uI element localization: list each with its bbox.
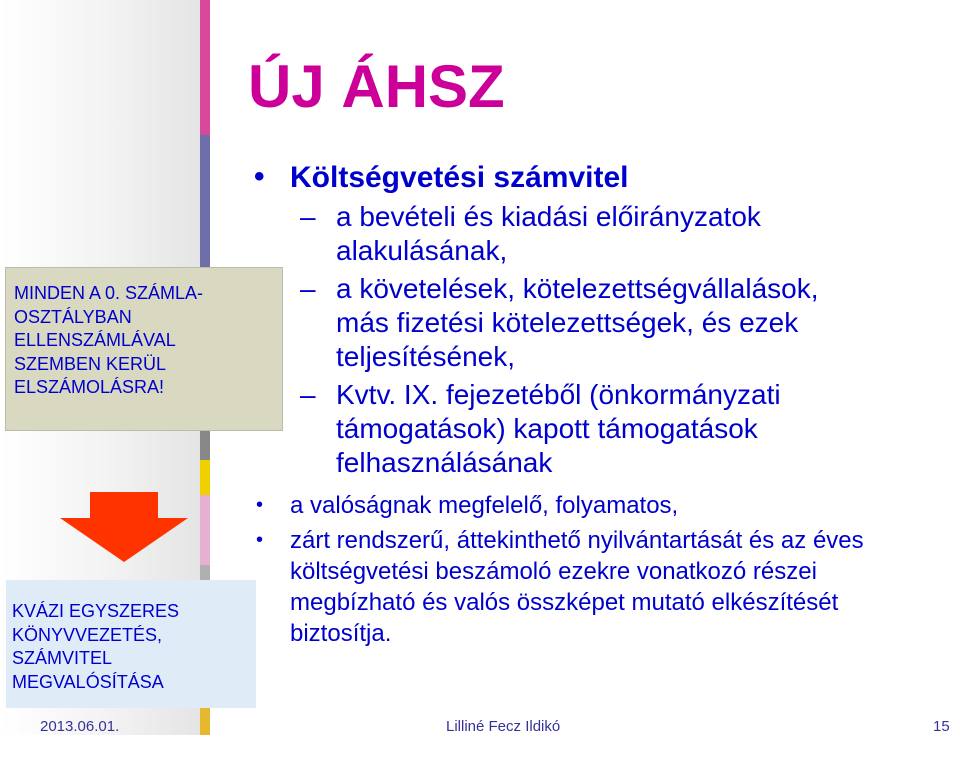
single-entry-bookkeeping-box (6, 580, 256, 708)
note-line: ELSZÁMOLÁSRA! (14, 377, 165, 397)
down-arrow-icon (58, 492, 190, 564)
sub-item-line: támogatások) kapott támogatások (336, 413, 758, 444)
note-line: MINDEN A 0. SZÁMLA- (14, 283, 204, 303)
note-line: SZEMBEN KERÜL (14, 353, 167, 374)
bullet-item (250, 525, 960, 649)
sub-item-line: teljesítésének, (336, 341, 515, 372)
page-number: 15 (933, 718, 950, 735)
footer-date: 2013.06.01. (40, 718, 120, 735)
sub-item-line: alakulásának, (336, 235, 508, 266)
dash-icon: – (300, 201, 316, 232)
bullet-line: megbízható és valós összképet mutató elkészítését (290, 589, 839, 616)
sub-item-line: a követelések, kötelezettségvállalások, (336, 273, 819, 304)
sub-item-line: felhasználásának (336, 447, 553, 478)
bullet-line: zárt rendszerű, áttekinthető nyilvántartását és az éves (290, 527, 864, 554)
box2-line: SZÁMVITEL (12, 648, 113, 668)
bullet-line: a valóságnak megfelelő, folyamatos, (290, 492, 679, 519)
footer-author: Lilliné Fecz Ildikó (446, 718, 561, 735)
box2-line: KVÁZI EGYSZERES (12, 601, 180, 621)
dash-icon: – (300, 379, 316, 410)
note-line: OSZTÁLYBAN (14, 306, 132, 327)
note-line: ELLENSZÁMLÁVAL (14, 330, 176, 350)
bullet-line: költségvetési beszámoló ezekre vonatkozó részei (290, 558, 817, 585)
bullet-icon: • (256, 529, 264, 551)
bullet-icon: • (254, 160, 265, 193)
dash-icon: – (300, 273, 316, 304)
sub-item-line: más fizetési kötelezettségek, és ezek (336, 307, 799, 338)
bullet-icon: • (256, 494, 264, 516)
sub-item-line: Kvtv. IX. fejezetéből (önkormányzati (336, 379, 781, 410)
bullet-line: biztosítja. (290, 620, 392, 647)
slide-title: ÚJ ÁHSZ (248, 53, 505, 120)
sub-item-line: a bevételi és kiadási előirányzatok (336, 201, 761, 232)
main-heading: Költségvetési számvitel (290, 161, 629, 194)
zero-account-note-box (5, 267, 283, 431)
box2-line: KÖNYVVEZETÉS, (12, 624, 163, 645)
box2-line: MEGVALÓSÍTÁSA (12, 671, 164, 692)
sub-item (250, 378, 960, 480)
main-bullet (250, 160, 960, 196)
slide-content (250, 160, 960, 649)
sub-item (250, 200, 960, 268)
sub-item (250, 272, 960, 374)
bullet-item (250, 490, 960, 521)
